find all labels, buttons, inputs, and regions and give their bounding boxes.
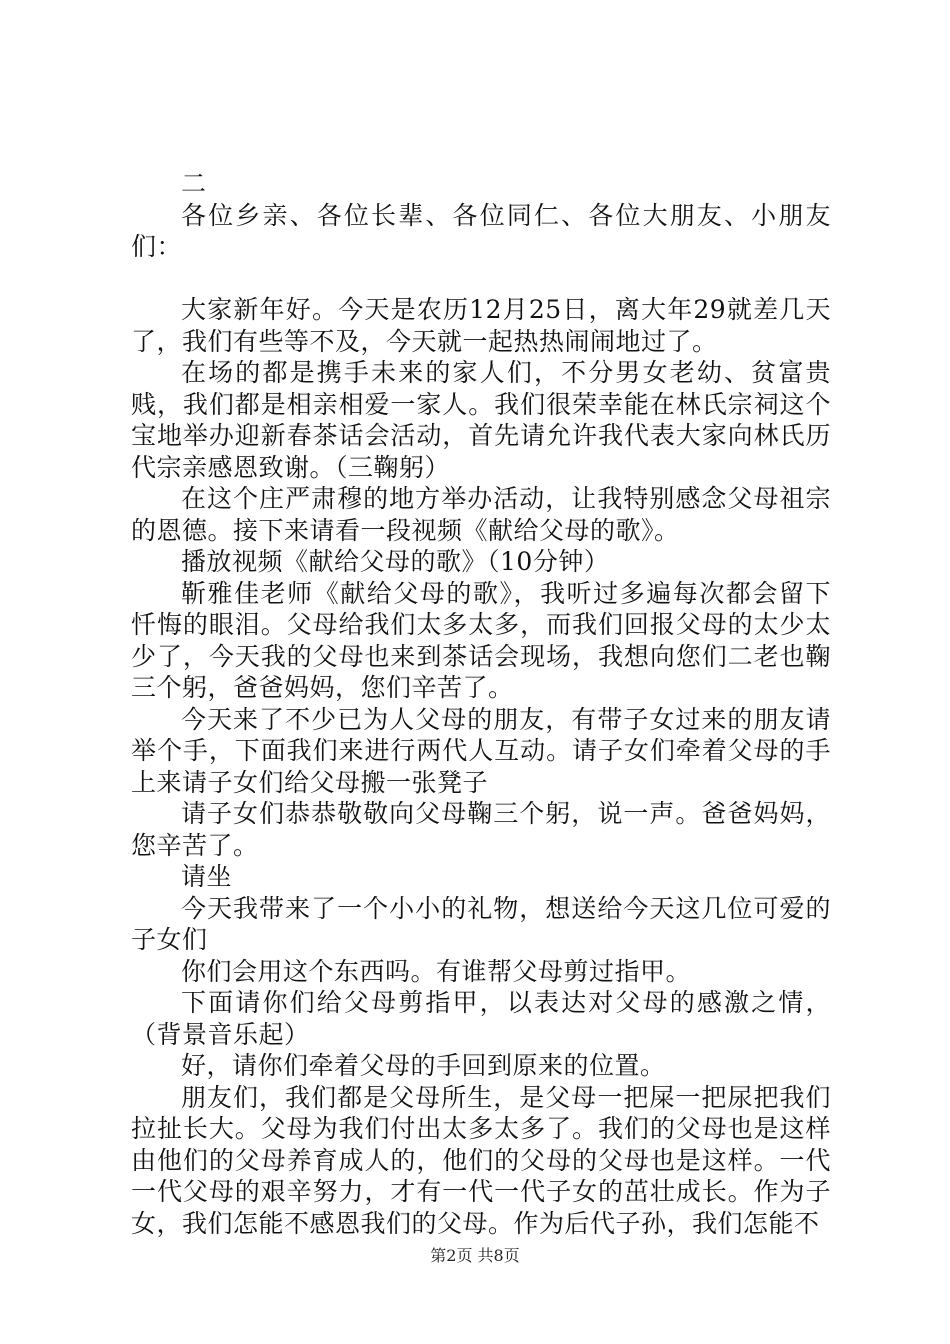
paragraph: 靳雅佳老师《献给父母的歌》，我听过多遍每次都会留下忏悔的眼泪。父母给我们太多太多，而我们回报父母的太少太少了，今天我的父母也来到茶话会现场，我想向您们二老也鞠三个躬，爸爸妈妈，您们辛苦了。 [131,578,831,702]
paragraph: 播放视频《献给父母的歌》（10分钟） [181,547,610,576]
paragraph: 朋友们，我们都是父母所生，是父母一把屎一把尿把我们拉扯长大。父母为我们付出太多太多了。我们的父母也是这样由他们的父母养育成人的，他们的父母的父母也是这样。一代一代父母的艰辛努力，才有一代一代子女的茁壮成长。作为子女，我们怎能不感恩我们的父母。作为后代子孙，我们怎能不 [131,1082,831,1238]
paragraph: 在这个庄严肃穆的地方举办活动，让我特别感念父母祖宗的恩德。接下来请看一段视频《献给父母的歌》。 [131,484,831,545]
paragraph: 请子女们恭恭敬敬向父母鞠三个躬，说一声。爸爸妈妈，您辛苦了。 [131,799,831,860]
paragraph: 今天我带来了一个小小的礼物，想送给今天这几位可爱的子女们 [131,893,831,954]
paragraph: 今天来了不少已为人父母的朋友，有带子女过来的朋友请举个手，下面我们来进行两代人互动。请子女们牵着父母的手上来请子女们给父母搬一张凳子 [131,704,831,797]
paragraph: 在场的都是携手未来的家人们，不分男女老幼、贫富贵贱，我们都是相亲相爱一家人。我们很荣幸能在林氏宗祠这个宝地举办迎新春茶话会活动，首先请允许我代表大家向林氏历代宗亲感恩致谢。（三鞠躬） [131,358,831,482]
paragraph: 下面请你们给父母剪指甲，以表达对父母的感激之情，（背景音乐起） [131,988,831,1049]
body-text [131,168,831,1239]
page-footer: 第2页 共8页 [430,1246,520,1265]
paragraph: 好，请你们牵着父母的手回到原来的位置。 [181,1051,666,1080]
paragraph: 大家新年好。今天是农历12月25日，离大年29就差几天了，我们有些等不及，今天就一起热热闹闹地过了。 [131,295,831,356]
paragraph: 你们会用这个东西吗。有谁帮父母剪过指甲。 [181,956,692,986]
section-number: 二 [181,169,207,198]
paragraph: 请坐 [181,862,233,891]
blank-line [131,263,831,295]
salutation: 各位乡亲、各位长辈、各位同仁、各位大朋友、小朋友们： [131,200,831,261]
